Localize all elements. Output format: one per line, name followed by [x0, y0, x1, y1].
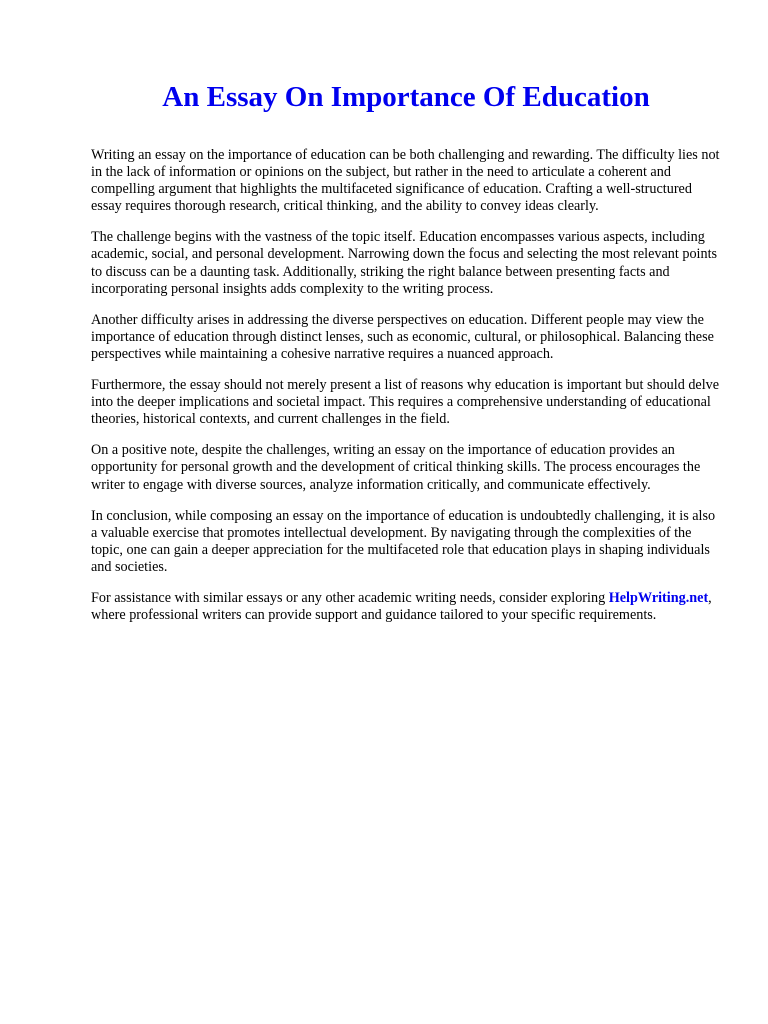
essay-body [91, 147, 723, 638]
closing-text-before-link: For assistance with similar essays or any other academic writing needs, consider exploring [91, 589, 609, 606]
helpwriting-link[interactable]: HelpWriting.net [608, 589, 709, 606]
closing-text-after-link: , where professional writers can provide support and guidance tailored to your specific requirements. [91, 589, 712, 624]
paragraph-1: Writing an essay on the importance of education can be both challenging and rewarding. The difficulty lies not in the lack of information or opinions on the subject, but rather in the need to articulate a coherent and compelling argument that highlights the multifaceted significance of education. Crafting a well-structured essay requires thorough research, critical thinking, and the ability to convey ideas clearly. [91, 147, 720, 215]
paragraph-6: In conclusion, while composing an essay on the importance of education is undoubtedly challenging, it is also a valuable exercise that promotes intellectual development. By navigating through the complexities of the topic, one can gain a deeper appreciation for the multifaceted role that education plays in shaping individuals and societies. [91, 507, 716, 575]
paragraph-5: On a positive note, despite the challenges, writing an essay on the importance of education provides an opportunity for personal growth and the development of critical thinking skills. The process encourages the writer to engage with diverse sources, analyze information critically, and communicate effectively. [91, 442, 701, 493]
paragraph-4: Furthermore, the essay should not merely present a list of reasons why education is important but should delve into the deeper implications and societal impact. This requires a comprehensive understanding of educational theories, historical contexts, and current challenges in the field. [91, 377, 720, 428]
paragraph-2: The challenge begins with the vastness of the topic itself. Education encompasses various aspects, including academic, social, and personal development. Narrowing down the focus and selecting the most relevant points to discuss can be a daunting task. Additionally, striking the right balance between presenting facts and incorporating personal insights adds complexity to the writing process. [91, 229, 718, 297]
page-title: An Essay On Importance Of Education [162, 81, 650, 113]
paragraph-3: Another difficulty arises in addressing the diverse perspectives on education. Different people may view the importance of education through distinct lenses, such as economic, cultural, or philosophical. Balancing these perspectives while maintaining a cohesive narrative requires a nuanced approach. [91, 311, 714, 362]
closing-paragraph [91, 590, 723, 624]
